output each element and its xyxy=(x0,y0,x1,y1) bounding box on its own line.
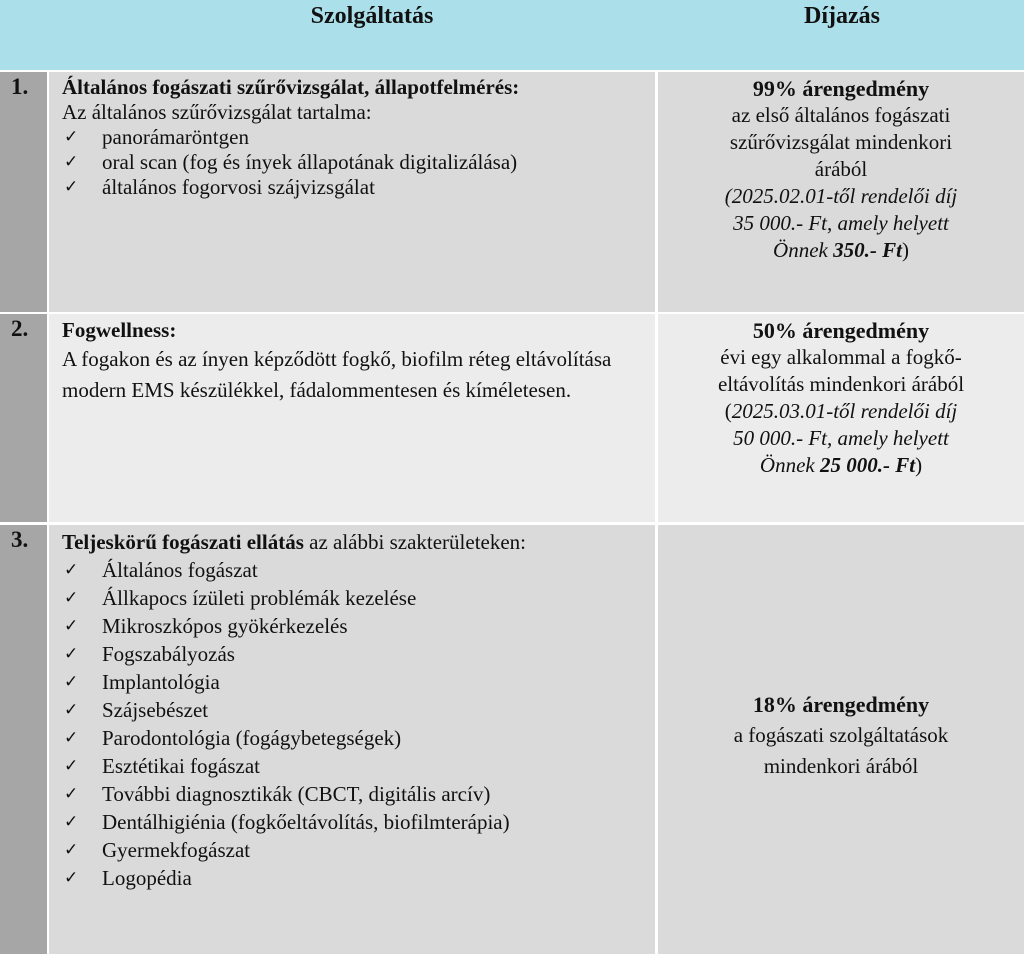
list-item-text: Általános fogászat xyxy=(102,558,258,582)
check-icon: ✓ xyxy=(64,784,79,804)
check-icon: ✓ xyxy=(64,152,79,172)
pricing-line: mindenkori árából xyxy=(763,754,919,778)
service-intro: Az általános szűrővizsgálat tartalma: xyxy=(62,100,372,124)
service-description: A fogakon és az ínyen képződött fogkő, biofilm réteg eltávolítása modern EMS készülékkel, fádalommentesen és kíméletesen. xyxy=(62,347,612,402)
row-number-cell xyxy=(0,525,47,954)
check-icon: ✓ xyxy=(64,812,79,832)
service-cell xyxy=(49,314,655,522)
list-item-text: Fogszabályozás xyxy=(102,642,235,666)
row-number-cell xyxy=(0,72,47,312)
discounted-price: 25 000.- Ft xyxy=(819,453,916,477)
check-icon: ✓ xyxy=(64,588,79,608)
pricing-line: eltávolítás mindenkori árából xyxy=(717,372,965,396)
note-open: ( xyxy=(724,399,732,423)
list-item xyxy=(62,752,655,780)
list-item-text: Esztétikai fogászat xyxy=(102,754,261,778)
list-item xyxy=(62,864,655,892)
check-icon: ✓ xyxy=(64,868,79,888)
list-item-text: További diagnosztikák (CBCT, digitális arcív) xyxy=(102,782,491,806)
check-icon: ✓ xyxy=(64,177,79,197)
row-number-cell xyxy=(0,314,47,522)
pricing-note-final xyxy=(658,237,1024,264)
service-title: Általános fogászati szűrővizsgálat, állapotfelmérés: xyxy=(62,75,520,99)
pricing-line: a fogászati szolgáltatások xyxy=(733,723,949,747)
pricing-note-line xyxy=(658,398,1024,425)
pricing-note-line: 35 000.- Ft, amely helyett xyxy=(733,211,949,235)
list-item xyxy=(62,125,655,150)
header-service: Szolgáltatás xyxy=(310,3,434,29)
list-item xyxy=(62,175,655,200)
table-row xyxy=(0,314,1024,522)
discount-headline: 18% árengedmény xyxy=(752,692,930,717)
list-item-text: Parodontológia (fogágybetegségek) xyxy=(102,726,402,750)
service-title: Fogwellness: xyxy=(62,318,177,342)
table-header xyxy=(0,0,1024,70)
check-icon: ✓ xyxy=(64,616,79,636)
list-item-text: panorámaröntgen xyxy=(102,125,249,149)
table-row xyxy=(0,72,1024,312)
list-item xyxy=(62,612,655,640)
list-item-text: Logopédia xyxy=(102,866,192,890)
discount-headline: 99% árengedmény xyxy=(752,76,930,101)
list-item xyxy=(62,668,655,696)
pricing-cell xyxy=(658,72,1024,312)
discounted-price: 350.- Ft xyxy=(833,238,902,262)
pricing-line: árából xyxy=(814,157,868,181)
check-icon: ✓ xyxy=(64,756,79,776)
list-item xyxy=(62,584,655,612)
list-item xyxy=(62,780,655,808)
table-row xyxy=(0,525,1024,954)
check-icon: ✓ xyxy=(64,644,79,664)
list-item-text: Dentálhigiénia (fogkőeltávolítás, biofilmterápia) xyxy=(102,810,510,834)
list-item xyxy=(62,150,655,175)
list-item-text: Gyermekfogászat xyxy=(102,838,251,862)
list-item-text: Implantológia xyxy=(102,670,220,694)
note-prefix: Önnek xyxy=(759,453,820,477)
row-number: 3. xyxy=(11,527,29,552)
list-item-text: Szájsebészet xyxy=(102,698,209,722)
check-icon: ✓ xyxy=(64,672,79,692)
service-cell xyxy=(49,525,655,954)
pricing-line: évi egy alkalommal a fogkő- xyxy=(720,345,962,369)
list-item-text: oral scan (fog és ínyek állapotának digitalizálása) xyxy=(102,150,518,174)
pricing-cell xyxy=(658,525,1024,954)
list-item xyxy=(62,640,655,668)
check-icon: ✓ xyxy=(64,840,79,860)
service-item-list xyxy=(62,125,655,200)
list-item xyxy=(62,696,655,724)
list-item-text: Állkapocs ízületi problémák kezelése xyxy=(102,586,417,610)
row-number: 1. xyxy=(11,74,29,99)
pricing-note-line: (2025.02.01-től rendelői díj xyxy=(724,184,958,208)
list-item xyxy=(62,556,655,584)
list-item xyxy=(62,724,655,752)
check-icon: ✓ xyxy=(64,728,79,748)
note-prefix: Önnek xyxy=(773,238,834,262)
note-suffix: ) xyxy=(915,453,923,477)
service-cell xyxy=(49,72,655,312)
list-item xyxy=(62,808,655,836)
header-pricing: Díjazás xyxy=(804,3,880,29)
service-title-rest: az alábbi szakterületeken: xyxy=(303,530,527,554)
pricing-cell xyxy=(658,314,1024,522)
list-item-text: általános fogorvosi szájvizsgálat xyxy=(102,175,375,199)
list-item-text: Mikroszkópos gyökérkezelés xyxy=(102,614,348,638)
service-title: Teljeskörű fogászati ellátás xyxy=(62,530,304,554)
pricing-note-line: 50 000.- Ft, amely helyett xyxy=(733,426,949,450)
check-icon: ✓ xyxy=(64,560,79,580)
check-icon: ✓ xyxy=(64,700,79,720)
pricing-line: szűrővizsgálat mindenkori xyxy=(729,130,953,154)
list-item xyxy=(62,836,655,864)
row-number: 2. xyxy=(11,316,29,341)
discount-headline: 50% árengedmény xyxy=(752,318,930,343)
service-item-list xyxy=(62,556,655,892)
pricing-line: az első általános fogászati xyxy=(731,103,951,127)
service-title-line xyxy=(62,528,655,556)
note-text: 2025.03.01-től rendelői díj xyxy=(731,399,958,423)
check-icon: ✓ xyxy=(64,127,79,147)
pricing-note-final xyxy=(658,452,1024,479)
note-suffix: ) xyxy=(901,238,909,262)
